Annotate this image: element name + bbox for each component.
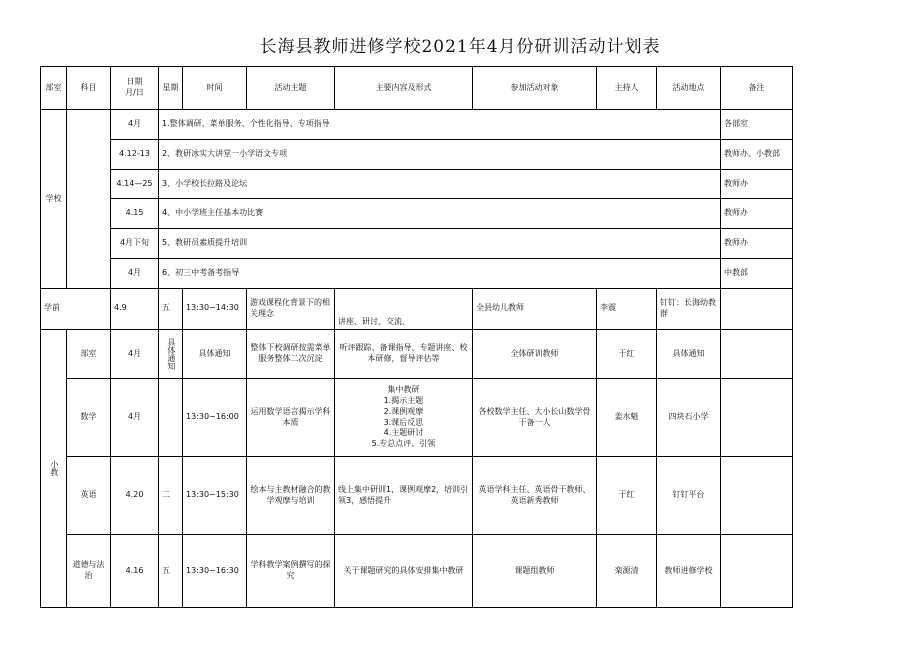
- subject-cell: 部室: [67, 329, 111, 378]
- date-cell: 4.14—25: [111, 169, 159, 199]
- time-cell: 13:30−16:30: [183, 535, 247, 608]
- content-cell: 讲座、研讨、交流、: [335, 288, 473, 329]
- dept-primary-label: 小教: [49, 460, 59, 477]
- table-row: [41, 139, 793, 169]
- page-title: 长海县教师进修学校2021年4月份研训活动计划表: [259, 37, 661, 57]
- content-cell: 关于课题研究的具体安排集中教研: [335, 535, 473, 608]
- subject-cell: 数学: [67, 379, 111, 457]
- location-cell: 教师进修学校: [657, 535, 721, 608]
- content-cell: 4、中小学班主任基本功比赛: [159, 199, 721, 229]
- date-cell: 4.16: [111, 535, 159, 608]
- content-cell: 集中教研 1.揭示主题 2.课例观摩 3.课后反思 4.主题研讨 5.专总点评、引领: [335, 379, 473, 457]
- participants-cell: 课题组教师: [473, 535, 597, 608]
- content-cell: 2、教研冰实大讲堂一小学语文专项: [159, 139, 721, 169]
- content-cell: 3、小学校长拉路及论坛: [159, 169, 721, 199]
- header-location: 活动地点: [657, 67, 721, 110]
- remark-cell: 中教部: [721, 258, 793, 288]
- theme-cell: 游戏课程化背景下的相关理念: [247, 288, 335, 329]
- dept-school: 学校: [41, 110, 67, 289]
- subject-cell: 英语: [67, 457, 111, 535]
- table-row: [41, 258, 793, 288]
- remark-cell: [721, 379, 793, 457]
- remark-cell: 教师办: [721, 199, 793, 229]
- host-cell: 姜水魁: [597, 379, 657, 457]
- table-row: [41, 110, 793, 140]
- content-cell: 5、教研员素质提升培训: [159, 229, 721, 259]
- activity-plan-table: [40, 66, 793, 608]
- remark-cell: [721, 535, 793, 608]
- theme-cell: 学科教学案例撰写的探究: [247, 535, 335, 608]
- host-cell: 栾源清: [597, 535, 657, 608]
- header-theme: 活动主题: [247, 67, 335, 110]
- header-time: 时间: [183, 67, 247, 110]
- host-cell: 于红: [597, 329, 657, 378]
- table-row: [41, 169, 793, 199]
- time-cell: 13:30−14:30: [183, 288, 247, 329]
- location-cell: 四块石小学: [657, 379, 721, 457]
- remark-cell: 教师办、小教部: [721, 139, 793, 169]
- time-cell: 13:30−15:30: [183, 457, 247, 535]
- remark-cell: 教师办: [721, 229, 793, 259]
- location-cell: 具体通知: [657, 329, 721, 378]
- header-dept: 部室: [41, 67, 67, 110]
- time-cell: 具体通知: [183, 329, 247, 378]
- header-row: [41, 67, 793, 110]
- participants-cell: 各校数学主任、大小长山数学骨干备一人: [473, 379, 597, 457]
- location-cell: 钉钉：长海幼教群: [657, 288, 721, 329]
- host-cell: 于红: [597, 457, 657, 535]
- content-cell: 6、初三中考备考指导: [159, 258, 721, 288]
- header-date: 日期 月/日: [111, 67, 159, 110]
- content-cell: 听评跟踪、备课指导、专题讲座、校本研修，督导评估等: [335, 329, 473, 378]
- header-remark: 备注: [721, 67, 793, 110]
- remark-cell: 各部室: [721, 110, 793, 140]
- remark-cell: [721, 329, 793, 378]
- remark-cell: [721, 457, 793, 535]
- weekday-cell: 五: [159, 288, 183, 329]
- participants-cell: 英语学科主任、英语骨干教师、英语新秀教师: [473, 457, 597, 535]
- weekday-cell: [159, 379, 183, 457]
- header-content: 主要内容及形式: [335, 67, 473, 110]
- subject-cell: 道德与法治: [67, 535, 111, 608]
- date-cell: 4月: [111, 110, 159, 140]
- date-cell: 4月: [111, 379, 159, 457]
- date-cell: 4月: [111, 258, 159, 288]
- header-host: 主持人: [597, 67, 657, 110]
- table-row: [41, 329, 793, 378]
- theme-cell: 整体下校调研按需菜单服务整体二次沉淀: [247, 329, 335, 378]
- date-cell: 4月: [111, 329, 159, 378]
- dept-primary: [41, 329, 67, 607]
- table-row: [41, 535, 793, 608]
- header-subject: 科目: [67, 67, 111, 110]
- theme-cell: 绘本与主教材融合的教学观摩与培训: [247, 457, 335, 535]
- date-cell: 4月下旬: [111, 229, 159, 259]
- weekday-label: 具体通知: [166, 337, 176, 370]
- content-cell: 1.整体调研、菜单服务、个性化指导、专项指导: [159, 110, 721, 140]
- header-weekday: 星期: [159, 67, 183, 110]
- subject-cell-empty: [67, 110, 111, 289]
- date-cell: 4.12-13: [111, 139, 159, 169]
- remark-cell: [721, 288, 793, 329]
- theme-cell: 运用数学语言揭示学科本质: [247, 379, 335, 457]
- time-cell: 13:30−16:00: [183, 379, 247, 457]
- table-row: [41, 229, 793, 259]
- date-cell: 4.9: [111, 288, 159, 329]
- location-cell: 钉钉平台: [657, 457, 721, 535]
- host-cell: 李震: [597, 288, 657, 329]
- participants-cell: 全县幼儿教师: [473, 288, 597, 329]
- dept-preschool: 学前: [41, 288, 111, 329]
- weekday-cell: [159, 329, 183, 378]
- participants-cell: 全体研训教师: [473, 329, 597, 378]
- table-row: [41, 199, 793, 229]
- table-row: [41, 379, 793, 457]
- date-cell: 4.15: [111, 199, 159, 229]
- table-row: [41, 288, 793, 329]
- date-cell: 4.20: [111, 457, 159, 535]
- table-row: [41, 457, 793, 535]
- weekday-cell: 五: [159, 535, 183, 608]
- header-participants: 参加活动对象: [473, 67, 597, 110]
- content-cell: 线上集中研训1，课例观摩2，培训引领3，感悟提升: [335, 457, 473, 535]
- remark-cell: 教师办: [721, 169, 793, 199]
- weekday-cell: 二: [159, 457, 183, 535]
